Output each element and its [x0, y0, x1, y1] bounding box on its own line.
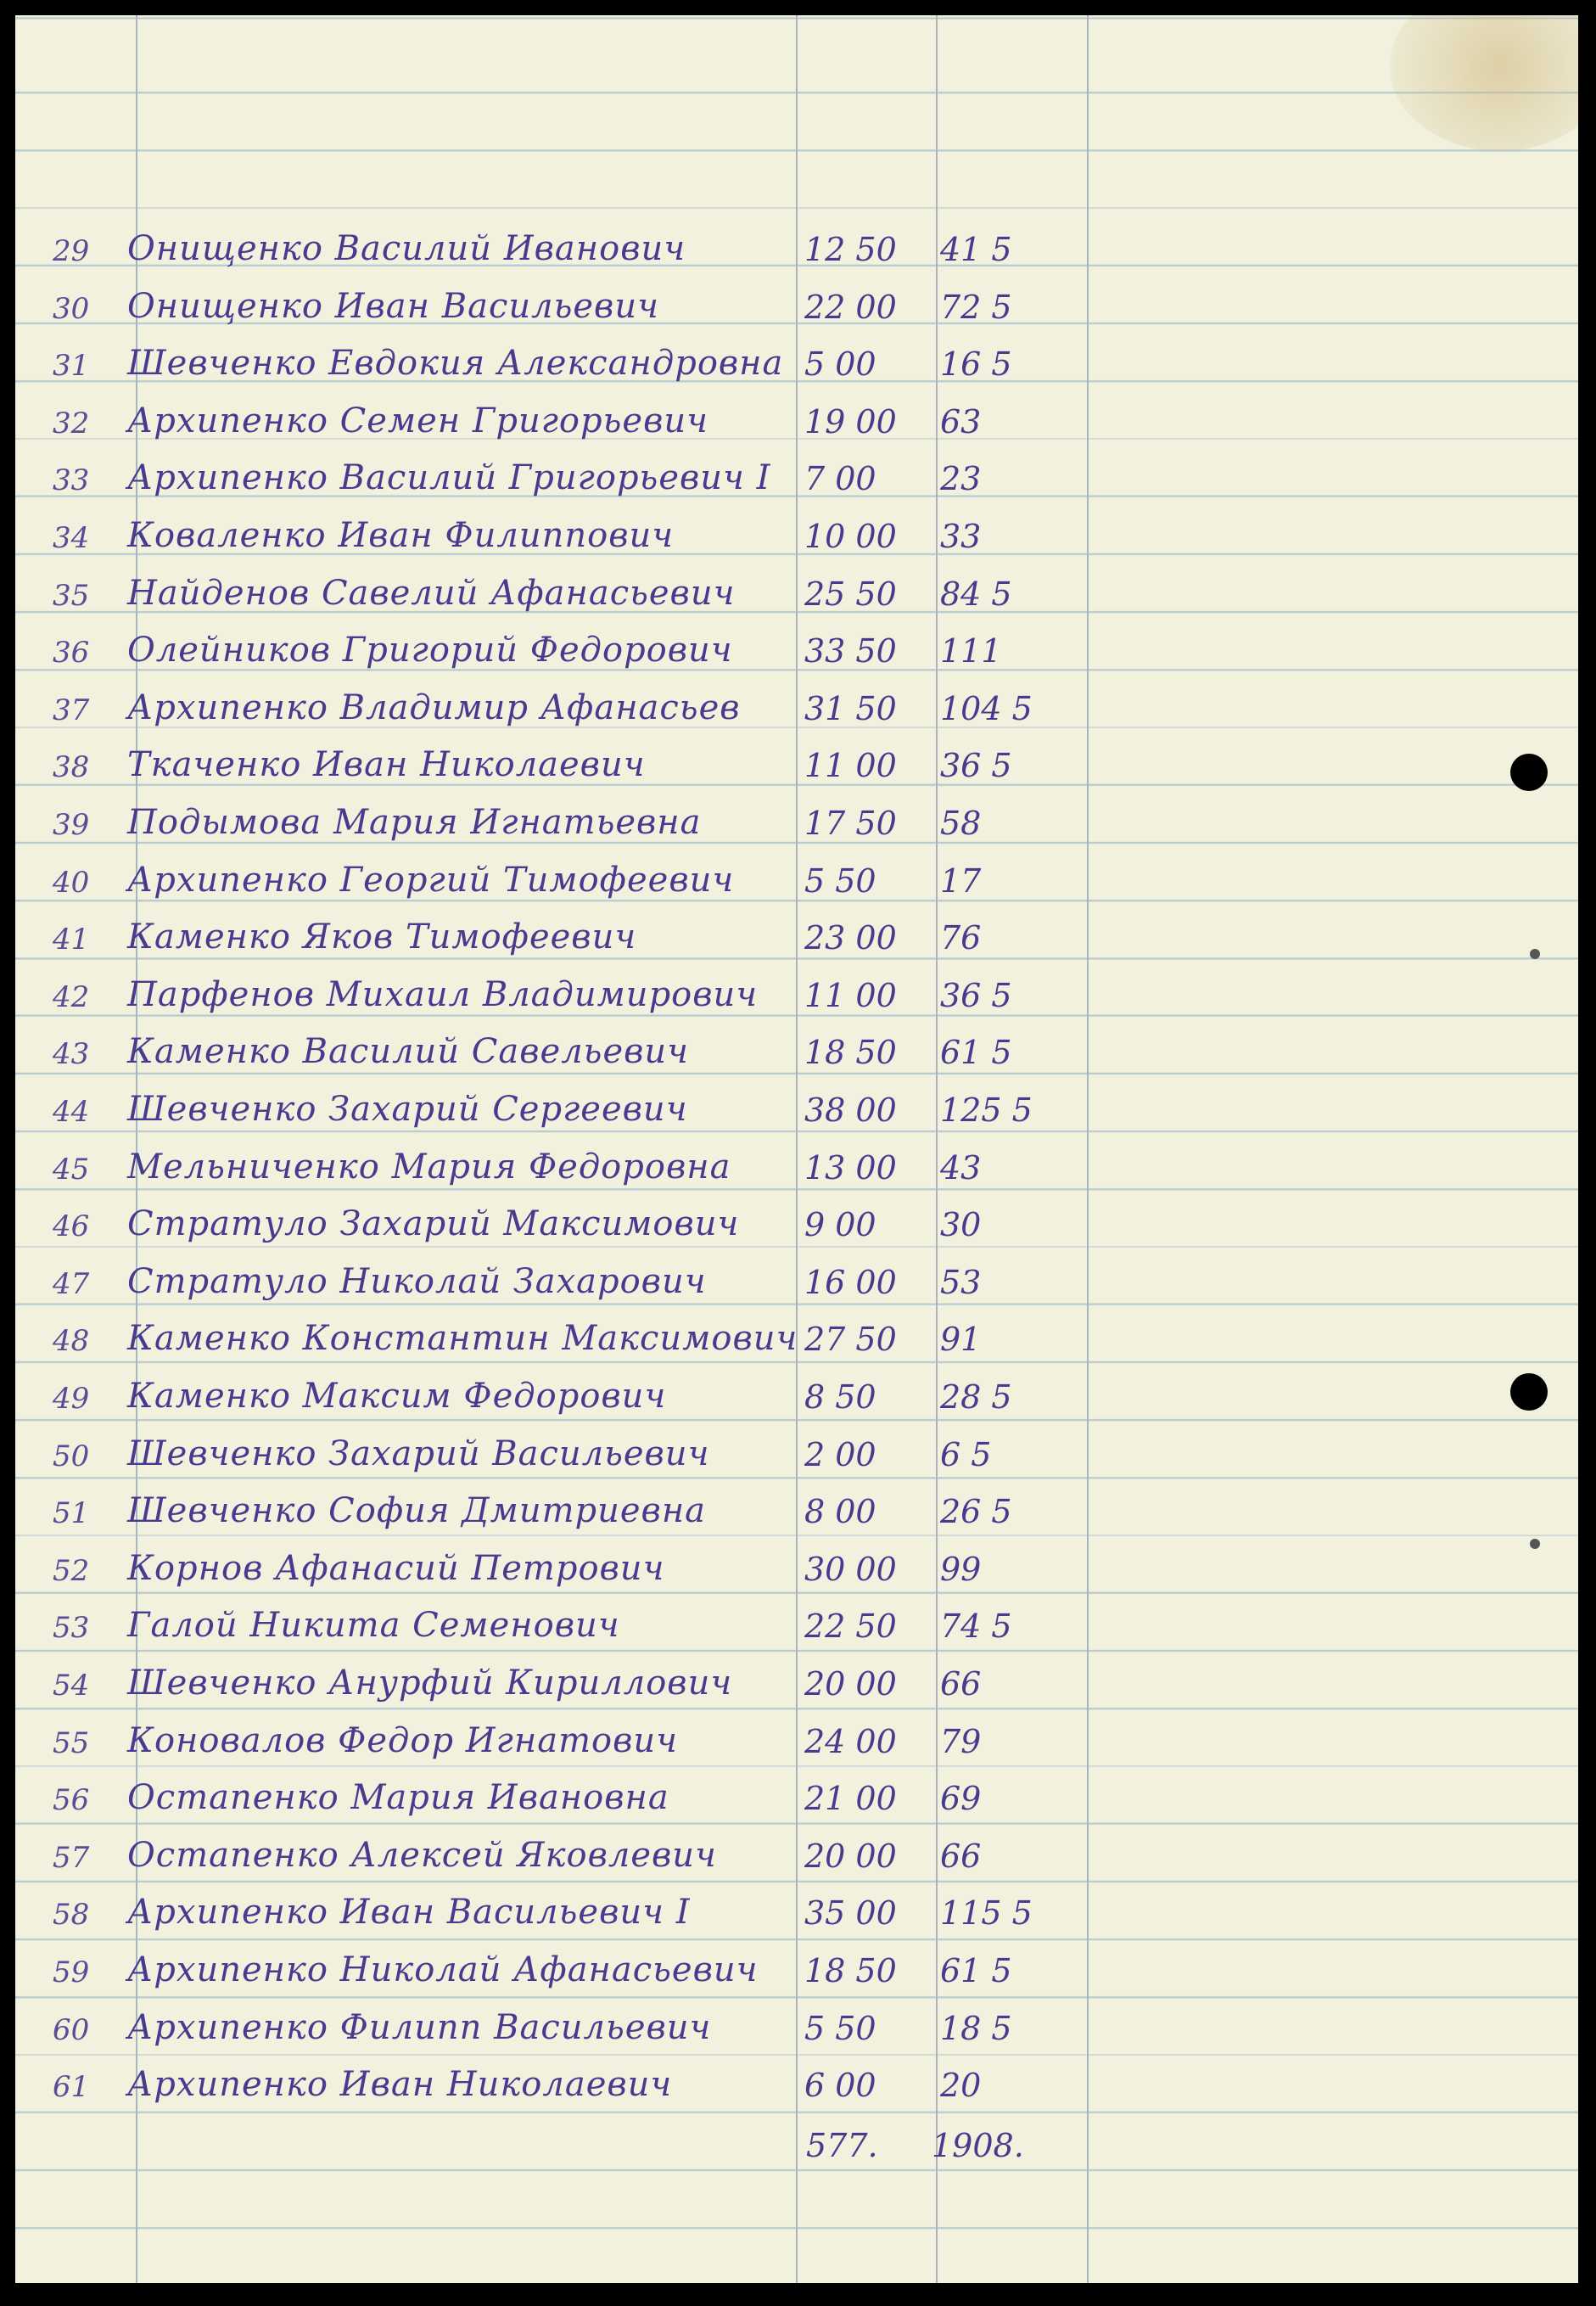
punch-hole [1510, 754, 1548, 791]
amount-paid: 5 00 [804, 345, 876, 384]
row-number: 54 [53, 1669, 90, 1703]
punch-hole [1510, 1373, 1548, 1411]
computed-value: 28 5 [940, 1378, 1012, 1416]
ledger-row [15, 1542, 1118, 1598]
person-name: Архипенко Николай Афанасьевич [127, 1950, 759, 1989]
computed-value: 74 5 [940, 1607, 1012, 1646]
computed-value: 66 [940, 1665, 982, 1703]
ledger-row [15, 1025, 1118, 1081]
person-name: Стратуло Николай Захарович [127, 1261, 707, 1301]
amount-paid: 5 50 [804, 861, 876, 900]
ledger-row [15, 854, 1118, 910]
amount-paid: 17 50 [804, 805, 897, 842]
ledger-row [15, 1484, 1118, 1540]
person-name: Шевченко Евдокия Александровна [127, 344, 784, 384]
row-number: 56 [53, 1783, 90, 1818]
computed-value: 58 [940, 805, 982, 842]
row-number: 39 [53, 808, 90, 842]
amount-paid: 22 00 [804, 288, 897, 326]
amount-paid: 7 00 [804, 460, 876, 498]
ledger-row [15, 567, 1118, 623]
row-number: 32 [53, 406, 90, 440]
person-name: Шевченко Захарий Васильевич [127, 1434, 710, 1473]
row-number: 49 [53, 1382, 90, 1416]
paper-stain [1390, 15, 1578, 151]
row-number: 30 [53, 291, 90, 326]
row-number: 52 [53, 1553, 90, 1588]
ledger-row [15, 1370, 1118, 1426]
row-number: 55 [53, 1725, 90, 1760]
computed-value: 6 5 [940, 1435, 992, 1473]
computed-value: 36 5 [940, 747, 1012, 785]
person-name: Найденов Савелий Афанасьевич [127, 573, 736, 613]
row-number: 38 [53, 750, 90, 785]
computed-value: 43 [940, 1148, 982, 1187]
total-value: 1908. [932, 2127, 1024, 2164]
computed-value: 91 [940, 1321, 982, 1359]
pin-mark [1530, 949, 1540, 959]
ledger-row [15, 1886, 1118, 1942]
row-number: 42 [53, 979, 90, 1014]
computed-value: 33 [940, 518, 982, 555]
computed-value: 76 [940, 919, 982, 957]
pin-mark [1530, 1539, 1540, 1549]
amount-paid: 11 00 [804, 976, 897, 1014]
person-name: Галой Никита Семенович [127, 1606, 620, 1646]
amount-paid: 27 50 [804, 1321, 897, 1359]
ledger-row [15, 1714, 1118, 1770]
person-name: Архипенко Георгий Тимофеевич [127, 860, 735, 900]
row-number: 43 [53, 1037, 90, 1072]
ledger-row [15, 1141, 1118, 1197]
computed-value: 72 5 [940, 288, 1012, 326]
total-amount: 577. [806, 2127, 878, 2164]
computed-value: 125 5 [940, 1091, 1033, 1129]
person-name: Стратуло Захарий Максимович [127, 1204, 740, 1244]
person-name: Онищенко Иван Васильевич [127, 286, 659, 326]
amount-paid: 33 50 [804, 632, 897, 670]
row-number: 51 [53, 1496, 90, 1531]
person-name: Коваленко Иван Филиппович [127, 516, 675, 555]
person-name: Архипенко Василий Григорьевич I [127, 458, 771, 498]
row-number: 59 [53, 1955, 90, 1989]
computed-value: 20 [940, 2067, 982, 2105]
computed-value: 61 5 [940, 1034, 1012, 1072]
amount-paid: 5 50 [804, 2009, 876, 2047]
computed-value: 115 5 [940, 1894, 1033, 1933]
ledger-row [15, 2001, 1118, 2057]
person-name: Олейников Григорий Федорович [127, 631, 733, 670]
ledger-page [15, 15, 1578, 2283]
amount-paid: 19 00 [804, 402, 897, 440]
ledger-row [15, 1829, 1118, 1885]
amount-paid: 11 00 [804, 747, 897, 785]
amount-paid: 8 50 [804, 1378, 876, 1416]
amount-paid: 8 00 [804, 1493, 876, 1531]
person-name: Коновалов Федор Игнатович [127, 1720, 679, 1760]
ledger-row [15, 395, 1118, 451]
computed-value: 99 [940, 1550, 982, 1588]
amount-paid: 20 00 [804, 1837, 897, 1875]
row-number: 37 [53, 693, 90, 727]
row-number: 60 [53, 2012, 90, 2047]
computed-value: 63 [940, 402, 982, 440]
amount-paid: 2 00 [804, 1435, 876, 1473]
person-name: Архипенко Иван Васильевич I [127, 1893, 691, 1933]
row-number: 47 [53, 1266, 90, 1301]
ledger-row [15, 968, 1118, 1024]
amount-paid: 20 00 [804, 1665, 897, 1703]
computed-value: 79 [940, 1722, 982, 1760]
ledger-row [15, 1198, 1118, 1254]
computed-value: 69 [940, 1780, 982, 1818]
row-number: 58 [53, 1898, 90, 1933]
row-number: 61 [53, 2070, 90, 2105]
person-name: Остапенко Алексей Яковлевич [127, 1835, 717, 1875]
person-name: Архипенко Иван Николаевич [127, 2065, 673, 2105]
amount-paid: 22 50 [804, 1607, 897, 1646]
ledger-row [15, 911, 1118, 967]
amount-paid: 10 00 [804, 518, 897, 555]
amount-paid: 21 00 [804, 1780, 897, 1818]
computed-value: 84 5 [940, 575, 1012, 613]
ledger-row [15, 1771, 1118, 1827]
computed-value: 41 5 [940, 231, 1012, 268]
ledger-row [15, 1255, 1118, 1311]
row-number: 46 [53, 1209, 90, 1244]
amount-paid: 18 50 [804, 1034, 897, 1072]
person-name: Каменко Василий Савельевич [127, 1032, 690, 1072]
person-name: Шевченко Захарий Сергеевич [127, 1090, 688, 1129]
computed-value: 30 [940, 1206, 982, 1244]
ledger-row [15, 222, 1118, 278]
person-name: Шевченко Анурфий Кириллович [127, 1664, 733, 1703]
row-number: 33 [53, 463, 90, 498]
person-name: Каменко Максим Федорович [127, 1377, 667, 1416]
amount-paid: 23 00 [804, 919, 897, 957]
ledger-row [15, 1312, 1118, 1368]
computed-value: 16 5 [940, 345, 1012, 384]
row-number: 31 [53, 349, 90, 384]
amount-paid: 31 50 [804, 689, 897, 727]
row-number: 50 [53, 1439, 90, 1473]
row-number: 36 [53, 636, 90, 670]
row-number: 34 [53, 521, 90, 555]
computed-value: 18 5 [940, 2009, 1012, 2047]
row-number: 48 [53, 1324, 90, 1359]
computed-value: 66 [940, 1837, 982, 1875]
ledger-row [15, 452, 1118, 508]
ledger-row [15, 796, 1118, 852]
person-name: Ткаченко Иван Николаевич [127, 745, 646, 785]
amount-paid: 25 50 [804, 575, 897, 613]
ledger-row [15, 337, 1118, 393]
person-name: Онищенко Василий Иванович [127, 229, 686, 268]
person-name: Архипенко Филипп Васильевич [127, 2007, 712, 2047]
row-number: 29 [53, 234, 90, 268]
row-number: 44 [53, 1095, 90, 1129]
person-name: Архипенко Семен Григорьевич [127, 401, 708, 440]
ledger-row [15, 1428, 1118, 1484]
ledger-row [15, 1657, 1118, 1713]
row-number: 53 [53, 1611, 90, 1646]
computed-value: 26 5 [940, 1493, 1012, 1531]
ledger-row [15, 509, 1118, 565]
computed-value: 36 5 [940, 976, 1012, 1014]
amount-paid: 9 00 [804, 1206, 876, 1244]
amount-paid: 24 00 [804, 1722, 897, 1760]
ledger-row [15, 280, 1118, 336]
computed-value: 111 [940, 632, 1002, 670]
amount-paid: 35 00 [804, 1894, 897, 1933]
computed-value: 104 5 [940, 689, 1033, 727]
ledger-row [15, 1599, 1118, 1655]
ledger-row [15, 1083, 1118, 1139]
amount-paid: 12 50 [804, 231, 897, 268]
person-name: Архипенко Владимир Афанасьев [127, 687, 741, 727]
amount-paid: 13 00 [804, 1148, 897, 1187]
person-name: Парфенов Михаил Владимирович [127, 974, 759, 1014]
row-number: 41 [53, 923, 90, 957]
computed-value: 53 [940, 1263, 982, 1301]
row-number: 57 [53, 1840, 90, 1875]
computed-value: 61 5 [940, 1952, 1012, 1989]
ledger-row [15, 682, 1118, 738]
row-number: 40 [53, 865, 90, 900]
person-name: Остапенко Мария Ивановна [127, 1778, 669, 1818]
computed-value: 17 [940, 861, 982, 900]
person-name: Каменко Яков Тимофеевич [127, 917, 637, 957]
amount-paid: 16 00 [804, 1263, 897, 1301]
ledger-row [15, 624, 1118, 680]
person-name: Каменко Константин Максимович [127, 1319, 798, 1359]
computed-value: 23 [940, 460, 982, 498]
amount-paid: 38 00 [804, 1091, 897, 1129]
ledger-row [15, 738, 1118, 794]
row-number: 35 [53, 578, 90, 613]
ledger-row [15, 2058, 1118, 2114]
amount-paid: 18 50 [804, 1952, 897, 1989]
person-name: Подымова Мария Игнатьевна [127, 803, 702, 842]
person-name: Корнов Афанасий Петрович [127, 1548, 665, 1588]
amount-paid: 6 00 [804, 2067, 876, 2105]
ledger-row [15, 1944, 1118, 2000]
person-name: Шевченко София Дмитриевна [127, 1491, 707, 1531]
person-name: Мельниченко Мария Федоровна [127, 1147, 731, 1187]
amount-paid: 30 00 [804, 1550, 897, 1588]
row-number: 45 [53, 1152, 90, 1187]
